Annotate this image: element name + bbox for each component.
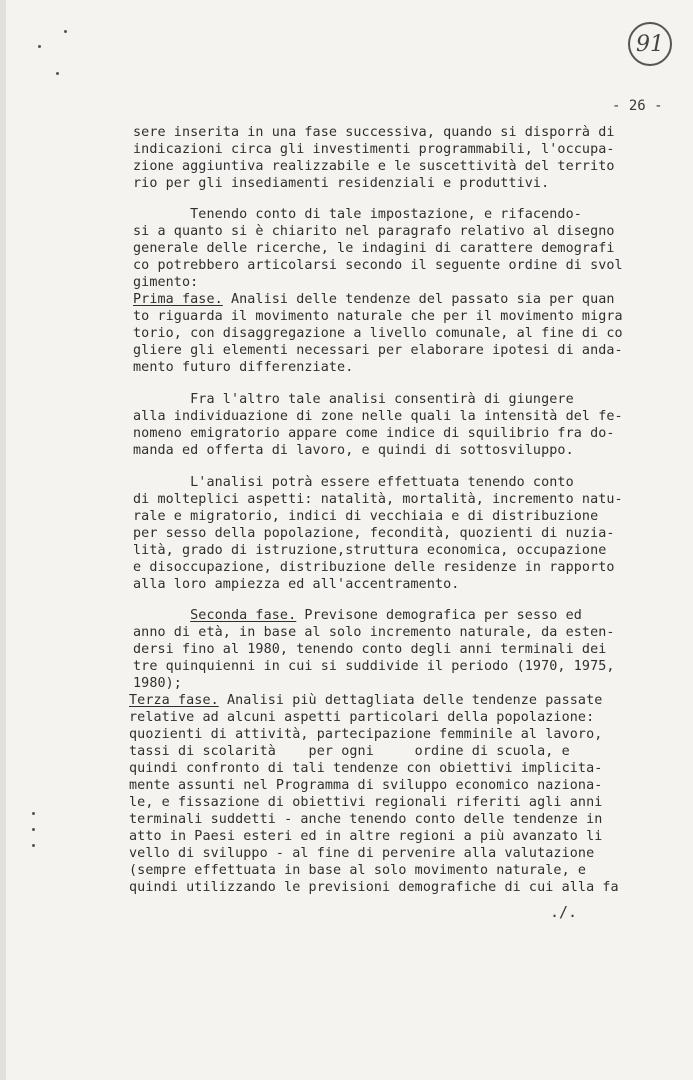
text-line: torio, con disaggregazione a livello comunale, al fine di co: [133, 326, 623, 341]
page-edge-shadow: [0, 0, 6, 1080]
text-line: di molteplici aspetti: natalità, mortalità, incremento natu-: [133, 492, 623, 507]
text-line: zione aggiuntiva realizzabile e le suscettività del territo: [133, 159, 615, 174]
text-line: anno di età, in base al solo incremento naturale, da esten-: [133, 625, 615, 640]
page-number: - 26 -: [612, 98, 663, 114]
scan-speck: [32, 812, 35, 815]
text-line: le, e fissazione di obiettivi regionali riferiti agli anni: [129, 795, 603, 810]
text-line: gimento:: [133, 275, 199, 290]
prima-fase-heading: Prima fase.: [133, 292, 223, 307]
text-line: lità, grado di istruzione,struttura economica, occupazione: [133, 543, 607, 558]
text-line: tre quinquienni in cui si suddivide il periodo (1970, 1975,: [133, 659, 615, 674]
seconda-fase-heading: Seconda fase.: [190, 608, 297, 623]
text-line: L'analisi potrà essere effettuata tenendo conto: [133, 475, 574, 490]
text-line: (sempre effettuata in base al solo movimento naturale, e: [129, 863, 587, 878]
scan-speck: [38, 45, 41, 48]
text-line: rale e migratorio, indici di vecchiaia e di distribuzione: [133, 509, 599, 524]
text-line: mente assunti nel Programma di sviluppo economico naziona-: [129, 778, 603, 793]
text-line: si a quanto si è chiarito nel paragrafo relativo al disegno: [133, 224, 615, 239]
text-line: rio per gli insediamenti residenziali e produttivi.: [133, 176, 550, 191]
scan-speck: [64, 30, 67, 33]
text-line: dersi fino al 1980, tenendo conto degli anni terminali dei: [133, 642, 607, 657]
scan-speck: [32, 828, 35, 831]
text-line: vello di sviluppo - al fine di pervenire alla valutazione: [129, 846, 595, 861]
text-line: quindi confronto di tali tendenze con obiettivi implicita-: [129, 761, 603, 776]
text-line: quindi utilizzando le previsioni demografiche di cui alla fa: [129, 880, 619, 895]
continuation-mark: ./.: [550, 903, 578, 921]
terza-fase-line: Terza fase. Analisi più dettagliata delle tendenze passate: [129, 693, 603, 708]
text-line: alla loro ampiezza ed all'accentramento.: [133, 577, 460, 592]
seconda-fase-line: Seconda fase. Previsone demografica per sesso ed: [190, 608, 582, 623]
text-line: e disoccupazione, distribuzione delle residenze in rapporto: [133, 560, 615, 575]
scan-speck: [56, 72, 59, 75]
text-line: quozienti di attività, partecipazione femminile al lavoro,: [129, 727, 603, 742]
text-line: nomeno emigratorio appare come indice di squilibrio fra do-: [133, 426, 615, 441]
text-line: mento futuro differenziate.: [133, 360, 354, 375]
text-line: manda ed offerta di lavoro, e quindi di sottosviluppo.: [133, 443, 574, 458]
text-line: tassi di scolarità per ogni ordine di scuola, e: [129, 744, 570, 759]
text-line: Fra l'altro tale analisi consentirà di giungere: [133, 392, 574, 407]
text-line: indicazioni circa gli investimenti programmabili, l'occupa-: [133, 142, 615, 157]
prima-fase-line: Prima fase. Analisi delle tendenze del passato sia per quan: [133, 292, 615, 307]
text-line: atto in Paesi esteri ed in altre regioni a più avanzato li: [129, 829, 603, 844]
text-line: generale delle ricerche, le indagini di carattere demografi: [133, 241, 615, 256]
text-line: terminali suddetti - anche tenendo conto delle tendenze in: [129, 812, 603, 827]
text-line: co potrebbero articolarsi secondo il seguente ordine di svol: [133, 258, 623, 273]
text-line: alla individuazione di zone nelle quali la intensità del fe-: [133, 409, 623, 424]
text-line: to riguarda il movimento naturale che per il movimento migra: [133, 309, 623, 324]
text-line: gliere gli elementi necessari per elaborare ipotesi di anda-: [133, 343, 623, 358]
text-line: sere inserita in una fase successiva, quando si disporrà di: [133, 125, 615, 140]
text-line: per sesso della popolazione, fecondità, quozienti di nuzia-: [133, 526, 615, 541]
text-line: Tenendo conto di tale impostazione, e rifacendo-: [133, 207, 582, 222]
page-stamp: 91: [628, 22, 672, 66]
text-line: 1980);: [133, 676, 182, 691]
terza-fase-heading: Terza fase.: [129, 693, 219, 708]
text-line: relative ad alcuni aspetti particolari della popolazione:: [129, 710, 595, 725]
scan-speck: [32, 844, 35, 847]
